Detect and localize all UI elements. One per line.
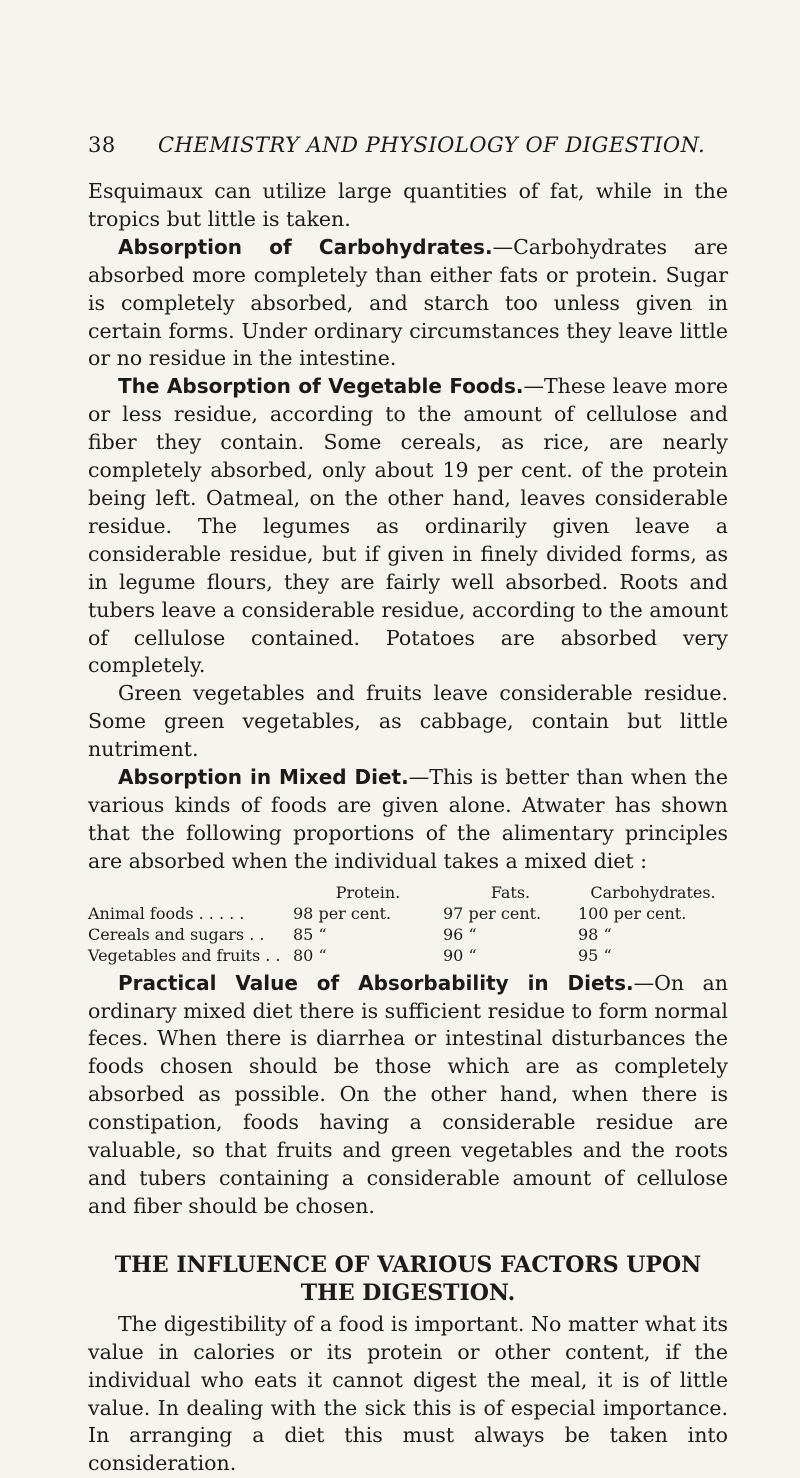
paragraph-mixed-diet bbox=[88, 764, 728, 876]
table-row bbox=[88, 924, 728, 945]
running-header bbox=[88, 133, 728, 157]
paragraph-practical-value bbox=[88, 970, 728, 1221]
body-text bbox=[88, 178, 728, 1478]
paragraph-text: —These leave more or less residue, according to the amount of cellulose and fiber they contain. Some cereals, as rice, are nearly completely absorbed, only about 19 per cent. of the protein being left. Oatmeal, on the other hand, leaves considerable residue. The legumes as ordinarily given leave a considerable residue, but if given in finely divided forms, as in legume flours, they are fairly well absorbed. Roots and tubers leave a considerable residue, according to the amount of cellulose contained. Potatoes are absorbed very completely. bbox=[88, 374, 728, 678]
paragraph-continued: Esquimaux can utilize large quantities of fat, while in the tropics but little is taken. bbox=[88, 179, 728, 231]
table-cell: 95 “ bbox=[578, 945, 612, 965]
table-cell: Animal foods . . . . . bbox=[88, 903, 245, 923]
table-cell: Cereals and sugars . . bbox=[88, 924, 265, 944]
paragraph-carbohydrates bbox=[88, 234, 728, 374]
section-title-line: THE INFLUENCE OF VARIOUS FACTORS UPON bbox=[114, 1251, 702, 1278]
table-cell: 97 per cent. bbox=[443, 903, 542, 923]
table-header-cell bbox=[88, 882, 293, 903]
section-title-line: THE DIGESTION. bbox=[300, 1279, 516, 1306]
table-cell: 90 “ bbox=[443, 945, 477, 965]
paragraph-green-vegetables: Green vegetables and fruits leave considerable residue. Some green vegetables, as cabbage, contain but little nutriment. bbox=[88, 681, 728, 762]
table-cell: 98 “ bbox=[578, 924, 612, 944]
table-cell: 85 “ bbox=[293, 924, 327, 944]
paragraph-text: —Carbohydrates are absorbed more completely than either fats or protein. Sugar is completely absorbed, and starch too unless given in certain forms. Under ordinary circumstances they leave little or no residue in the intestine. bbox=[88, 234, 728, 371]
heading-absorption-vegetable-foods: The Absorption of Vegetable Foods. bbox=[118, 374, 524, 399]
table-row bbox=[88, 903, 728, 924]
section-title bbox=[88, 1251, 728, 1307]
paragraph-text: —On an ordinary mixed diet there is sufficient residue to form normal feces. When there is diarrhea or intestinal disturbances the foods chosen should be those which are as completely absorbed as possible. On the other hand, when there is constipation, foods having a considerable residue are valuable, so that fruits and green vegetables and the roots and tubers containing a considerable amount of cellulose and fiber should be chosen. bbox=[88, 970, 728, 1218]
table-header-cell: Fats. bbox=[490, 882, 531, 902]
table-cell: 96 “ bbox=[443, 924, 477, 944]
table-header-row bbox=[88, 882, 728, 903]
heading-absorption-mixed-diet: Absorption in Mixed Diet. bbox=[118, 765, 409, 790]
page-number: 38 bbox=[88, 133, 116, 157]
table-row bbox=[88, 945, 728, 966]
table-cell: 98 per cent. bbox=[293, 903, 392, 923]
heading-practical-value: Practical Value of Absorbability in Diets. bbox=[118, 970, 634, 995]
paragraph-text: —This is better than when the various kinds of foods are given alone. Atwater has shown that the following proportions of the alimentary principles are absorbed when the individual takes a mixed diet : bbox=[88, 765, 729, 873]
paragraph-vegetable-foods bbox=[88, 373, 728, 680]
table-header-cell: Protein. bbox=[335, 882, 401, 902]
paragraph-digestibility: The digestibility of a food is important. No matter what its value in calories or its protein or other content, if the individual who eats it cannot digest the meal, it is of little value. In dealing with the sick this is of especial importance. In arranging a diet this must always be taken into consideration. bbox=[88, 1311, 728, 1476]
heading-absorption-carbohydrates: Absorption of Carbohydrates. bbox=[118, 234, 493, 259]
table-cell: Vegetables and fruits . . bbox=[88, 945, 281, 965]
table-header-cell: Carbohydrates. bbox=[590, 882, 716, 902]
absorption-table bbox=[88, 882, 728, 966]
running-title: CHEMISTRY AND PHYSIOLOGY OF DIGESTION. bbox=[158, 133, 706, 157]
table-cell: 80 “ bbox=[293, 945, 327, 965]
table-cell: 100 per cent. bbox=[578, 903, 687, 923]
